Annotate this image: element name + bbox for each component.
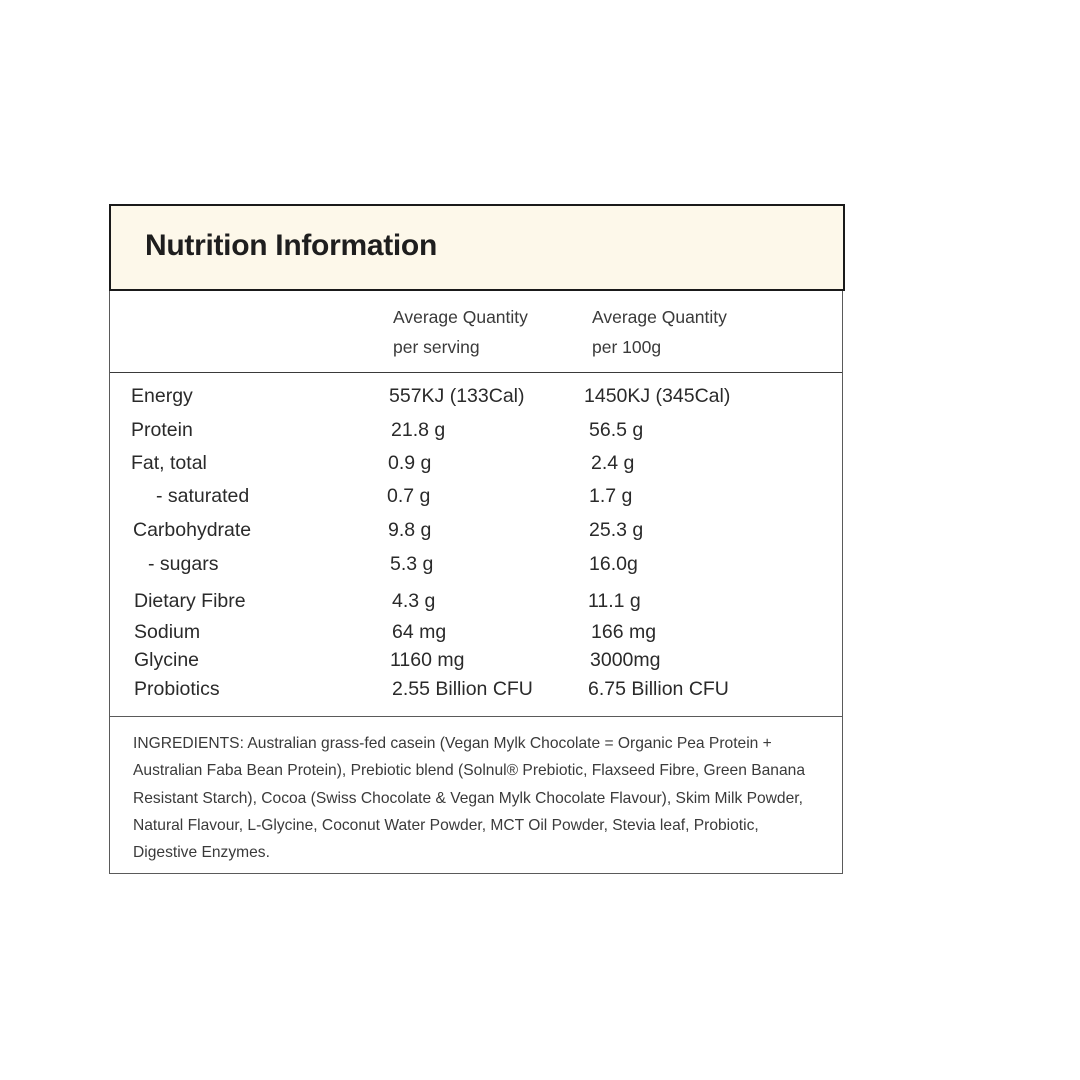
row-per100-protein: 56.5 g [589, 419, 644, 441]
column-header-per-serving-line1: Average Quantity [393, 307, 528, 327]
row-serving-sugars: 5.3 g [390, 553, 434, 575]
row-name-dietary-fibre: Dietary Fibre [134, 590, 246, 612]
row-name-sodium: Sodium [134, 621, 201, 643]
header-divider [110, 372, 842, 373]
row-per100-carbohydrate: 25.3 g [589, 519, 644, 541]
column-header-per-100g [592, 302, 727, 362]
row-per100-sodium: 166 mg [591, 621, 657, 643]
row-name-glycine: Glycine [134, 649, 200, 671]
row-per100-probiotics: 6.75 Billion CFU [588, 678, 729, 700]
row-serving-dietary-fibre: 4.3 g [392, 590, 436, 612]
row-name-carbohydrate: Carbohydrate [133, 519, 252, 541]
ingredients-text: INGREDIENTS: Australian grass-fed casein (Vegan Mylk Chocolate = Organic Pea Protein + Australian Faba Bean Protein), Prebiotic blend (Solnul® Prebiotic, Flaxseed Fibre, Green Banana Resistant Starch), Cocoa (Swiss Chocolate & Vegan Mylk Chocolate Flavour), Skim Milk Powder, Natural Flavour, L-Glycine, Coconut Water Powder, MCT Oil Powder, Stevia leaf, Probiotic, Digestive Enzymes. [133, 735, 805, 862]
row-per100-energy: 1450KJ (345Cal) [584, 385, 731, 407]
row-per100-glycine: 3000mg [590, 649, 661, 671]
row-serving-probiotics: 2.55 Billion CFU [392, 678, 533, 700]
row-serving-carbohydrate: 9.8 g [388, 519, 432, 541]
column-header-per-100g-line2: per 100g [592, 337, 662, 357]
row-name-protein: Protein [131, 419, 193, 441]
row-name-probiotics: Probiotics [134, 678, 220, 700]
row-name-energy: Energy [131, 385, 193, 407]
row-name-fat-total: Fat, total [131, 452, 207, 474]
title-bar [109, 204, 845, 291]
row-serving-protein: 21.8 g [391, 419, 446, 441]
row-serving-fat-total: 0.9 g [388, 452, 432, 474]
row-name-sugars: - sugars [148, 553, 219, 575]
column-header-per-100g-line1: Average Quantity [592, 307, 727, 327]
row-serving-glycine: 1160 mg [390, 649, 465, 671]
row-name-saturated: - saturated [156, 485, 250, 507]
page-title: Nutrition Information [145, 229, 437, 262]
row-per100-saturated: 1.7 g [589, 485, 633, 507]
ingredients-divider [110, 716, 842, 717]
row-per100-fat-total: 2.4 g [591, 452, 635, 474]
row-per100-sugars: 16.0g [589, 553, 638, 575]
row-serving-sodium: 64 mg [392, 621, 447, 643]
column-header-per-serving-line2: per serving [393, 337, 480, 357]
nutrition-panel [109, 204, 843, 874]
column-header-per-serving [393, 302, 528, 362]
row-per100-dietary-fibre: 11.1 g [588, 590, 641, 612]
row-serving-saturated: 0.7 g [387, 485, 431, 507]
row-serving-energy: 557KJ (133Cal) [389, 385, 525, 407]
